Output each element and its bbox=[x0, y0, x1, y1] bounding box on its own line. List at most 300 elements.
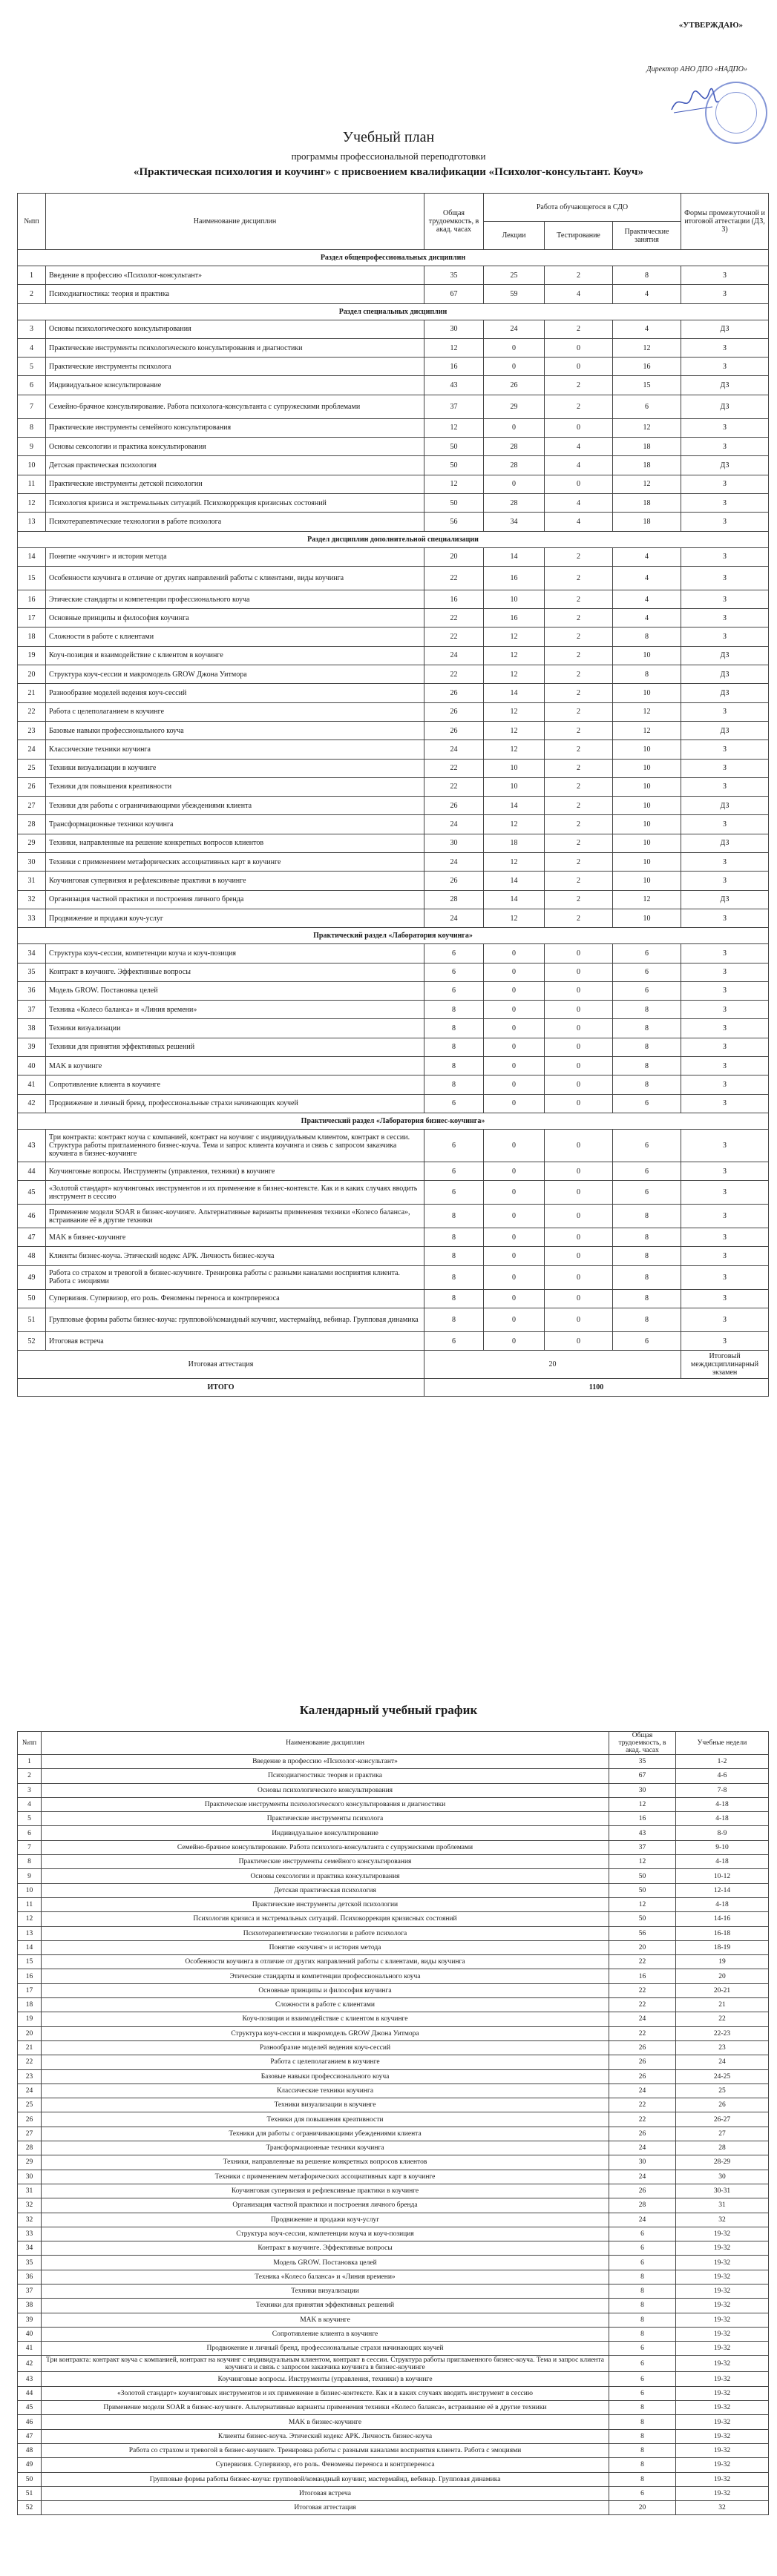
table-row bbox=[18, 2055, 769, 2069]
cell-num: 22 bbox=[18, 702, 46, 721]
cal-cell-weeks: 8-9 bbox=[676, 1826, 769, 1840]
cal-cell-num: 14 bbox=[18, 1940, 42, 1954]
table-row bbox=[18, 2342, 769, 2356]
cal-cell-weeks: 4-18 bbox=[676, 1897, 769, 1911]
cal-cell-total: 26 bbox=[609, 2069, 676, 2083]
cell-testing: 2 bbox=[545, 834, 613, 852]
cal-cell-weeks: 9-10 bbox=[676, 1840, 769, 1854]
cal-cell-weeks: 19-32 bbox=[676, 2299, 769, 2313]
cell-discipline: Организация частной практики и построения личного бренда bbox=[46, 890, 424, 909]
cal-cell-weeks: 24-25 bbox=[676, 2069, 769, 2083]
header-practice: Практические занятия bbox=[613, 222, 681, 250]
cell-form: З bbox=[681, 1247, 769, 1265]
cell-lectures: 12 bbox=[484, 665, 545, 684]
cal-cell-discipline: «Золотой стандарт» коучинговых инструментов и их применение в бизнес-контексте. Как и в каких случаях вводить инструмент в сессию bbox=[42, 2386, 609, 2400]
cell-discipline: Структура коуч-сессии, компетенции коуча и коуч-позиция bbox=[46, 944, 424, 963]
cell-lectures: 12 bbox=[484, 815, 545, 834]
table-row bbox=[18, 2241, 769, 2256]
table-row bbox=[18, 2026, 769, 2040]
cell-lectures: 18 bbox=[484, 834, 545, 852]
cell-practice: 12 bbox=[613, 702, 681, 721]
cell-form: ДЗ bbox=[681, 721, 769, 739]
table-row bbox=[18, 1897, 769, 1911]
cell-discipline: MAK в коучинге bbox=[46, 1056, 424, 1075]
cell-num: 43 bbox=[18, 1129, 46, 1162]
table-row bbox=[18, 1869, 769, 1883]
cal-cell-weeks: 19-32 bbox=[676, 2486, 769, 2500]
cal-cell-num: 33 bbox=[18, 2227, 42, 2241]
cal-cell-total: 6 bbox=[609, 2486, 676, 2500]
cell-num: 35 bbox=[18, 963, 46, 981]
table-row bbox=[18, 1797, 769, 1811]
cal-cell-discipline: Практические инструменты психологического консультирования и диагностики bbox=[42, 1797, 609, 1811]
cal-cell-discipline: Итоговая аттестация bbox=[42, 2501, 609, 2515]
cal-cell-weeks: 22-23 bbox=[676, 2026, 769, 2040]
cell-total: 30 bbox=[424, 834, 484, 852]
cell-total: 50 bbox=[424, 493, 484, 512]
cell-discipline: Разнообразие моделей ведения коуч-сессий bbox=[46, 684, 424, 702]
cal-cell-discipline: Введение в профессию «Психолог-консультант» bbox=[42, 1755, 609, 1769]
cell-discipline: Детская практическая психология bbox=[46, 456, 424, 475]
table-row bbox=[18, 815, 769, 834]
cell-num: 46 bbox=[18, 1205, 46, 1228]
cal-cell-num: 13 bbox=[18, 1926, 42, 1940]
cal-cell-discipline: Техники для работы с ограничивающими убеждениями клиента bbox=[42, 2127, 609, 2141]
cal-cell-discipline: Организация частной практики и построения личного бренда bbox=[42, 2198, 609, 2213]
cell-num: 23 bbox=[18, 721, 46, 739]
cal-cell-total: 24 bbox=[609, 2141, 676, 2155]
cell-lectures: 28 bbox=[484, 438, 545, 456]
cell-testing: 0 bbox=[545, 1075, 613, 1094]
cell-num: 36 bbox=[18, 981, 46, 1000]
table-row bbox=[18, 493, 769, 512]
cell-form: ДЗ bbox=[681, 665, 769, 684]
cell-practice: 18 bbox=[613, 456, 681, 475]
cell-testing: 2 bbox=[545, 702, 613, 721]
cell-practice: 15 bbox=[613, 376, 681, 395]
cell-form: З bbox=[681, 438, 769, 456]
cell-num: 25 bbox=[18, 759, 46, 777]
cell-testing: 2 bbox=[545, 376, 613, 395]
cal-cell-discipline: Модель GROW. Постановка целей bbox=[42, 2256, 609, 2270]
cell-form: З bbox=[681, 1265, 769, 1289]
cal-cell-num: 7 bbox=[18, 1840, 42, 1854]
cal-cell-discipline: Техники с применением метафорических ассоциативных карт в коучинге bbox=[42, 2170, 609, 2184]
cell-form: З bbox=[681, 777, 769, 796]
cal-cell-total: 12 bbox=[609, 1855, 676, 1869]
cell-lectures: 12 bbox=[484, 721, 545, 739]
program-title: «Практическая психология и коучинг» с присвоением квалификации «Психолог-консультант. Коуч» bbox=[133, 166, 643, 178]
cal-cell-num: 46 bbox=[18, 2415, 42, 2429]
cell-discipline: Техники для работы с ограничивающими убеждениями клиента bbox=[46, 797, 424, 815]
cell-form: З bbox=[681, 1308, 769, 1332]
cal-cell-num: 37 bbox=[18, 2284, 42, 2298]
cell-lectures: 59 bbox=[484, 285, 545, 303]
table-row bbox=[18, 2372, 769, 2386]
table-row bbox=[18, 759, 769, 777]
cal-cell-weeks: 4-6 bbox=[676, 1769, 769, 1783]
cell-num: 19 bbox=[18, 646, 46, 665]
cal-cell-num: 21 bbox=[18, 2040, 42, 2055]
cell-lectures: 0 bbox=[484, 1228, 545, 1247]
cal-cell-num: 40 bbox=[18, 2327, 42, 2341]
cell-discipline: Техники визуализации в коучинге bbox=[46, 759, 424, 777]
table-row bbox=[18, 1983, 769, 1997]
cell-discipline: Базовые навыки профессионального коуча bbox=[46, 721, 424, 739]
cell-practice: 18 bbox=[613, 513, 681, 531]
cal-cell-total: 8 bbox=[609, 2401, 676, 2415]
cal-cell-weeks: 24 bbox=[676, 2055, 769, 2069]
cell-total: 35 bbox=[424, 266, 484, 285]
cal-cell-num: 2 bbox=[18, 1769, 42, 1783]
cell-num: 38 bbox=[18, 1019, 46, 1038]
header-total: Общая трудоемкость, в акад. часах bbox=[424, 194, 484, 250]
cell-num: 51 bbox=[18, 1308, 46, 1332]
cell-num: 28 bbox=[18, 815, 46, 834]
cell-discipline: Клиенты бизнес-коуча. Этический кодекс АРК. Личность бизнес-коуча bbox=[46, 1247, 424, 1265]
table-row bbox=[18, 1826, 769, 1840]
cell-discipline: Практические инструменты детской психологии bbox=[46, 475, 424, 493]
cell-num: 34 bbox=[18, 944, 46, 963]
cal-cell-total: 22 bbox=[609, 2112, 676, 2127]
cell-num: 3 bbox=[18, 320, 46, 338]
cell-practice: 8 bbox=[613, 627, 681, 646]
cal-cell-weeks: 1-2 bbox=[676, 1755, 769, 1769]
cal-cell-discipline: Основные принципы и философия коучинга bbox=[42, 1983, 609, 1997]
cal-cell-total: 8 bbox=[609, 2458, 676, 2472]
cal-cell-num: 32 bbox=[18, 2213, 42, 2227]
cal-cell-weeks: 19 bbox=[676, 1955, 769, 1969]
cell-practice: 4 bbox=[613, 590, 681, 608]
cell-form: ДЗ bbox=[681, 320, 769, 338]
cell-form: З bbox=[681, 1019, 769, 1038]
table-row bbox=[18, 702, 769, 721]
cell-total: 6 bbox=[424, 1181, 484, 1205]
cal-cell-weeks: 19-32 bbox=[676, 2401, 769, 2415]
cell-num: 39 bbox=[18, 1038, 46, 1056]
cell-testing: 0 bbox=[545, 1056, 613, 1075]
cal-cell-weeks: 19-32 bbox=[676, 2227, 769, 2241]
cal-cell-num: 38 bbox=[18, 2299, 42, 2313]
cal-cell-discipline: Основы сексологии и практика консультирования bbox=[42, 1869, 609, 1883]
cal-cell-discipline: Групповые формы работы бизнес-коуча: групповой/командный коучинг, мастермайнд, вебинар. Групповая динамика bbox=[42, 2472, 609, 2486]
cell-lectures: 12 bbox=[484, 853, 545, 872]
cell-discipline: Супервизия. Супервизор, его роль. Феномены переноса и контрпереноса bbox=[46, 1289, 424, 1308]
cell-discipline: Классические техники коучинга bbox=[46, 740, 424, 759]
cal-cell-discipline: Техники для повышения креативности bbox=[42, 2112, 609, 2127]
cal-cell-total: 35 bbox=[609, 1755, 676, 1769]
cal-cell-num: 27 bbox=[18, 2127, 42, 2141]
cell-discipline: Работа со страхом и тревогой в бизнес-коучинге. Тренировка работы с разными каналами восприятия клиента. Работа с эмоциями bbox=[46, 1265, 424, 1289]
cell-practice: 10 bbox=[613, 684, 681, 702]
cal-cell-discipline: Три контракта: контракт коуча с компанией, контракт на коучинг с индивидуальным клиентом, контракт в сессии. Структура работы пригламенного бизнес-коуча. Тема и запрос клиента коучинга и связь с запросом заказчика коучинга в бизнес-коучинге bbox=[42, 2356, 609, 2372]
cal-cell-num: 47 bbox=[18, 2429, 42, 2443]
cell-total: 30 bbox=[424, 320, 484, 338]
cell-practice: 6 bbox=[613, 944, 681, 963]
cell-form: З bbox=[681, 909, 769, 927]
cell-discipline: Коуч-позиция и взаимодействие с клиентом в коучинге bbox=[46, 646, 424, 665]
table-row bbox=[18, 566, 769, 590]
calendar-table bbox=[17, 1731, 769, 2515]
table-row bbox=[18, 376, 769, 395]
cell-form: ДЗ bbox=[681, 834, 769, 852]
cell-total: 8 bbox=[424, 1019, 484, 1038]
table-row bbox=[18, 2227, 769, 2241]
cell-testing: 0 bbox=[545, 981, 613, 1000]
cell-form: З bbox=[681, 1001, 769, 1019]
cal-cell-num: 12 bbox=[18, 1912, 42, 1926]
section-row bbox=[18, 250, 769, 266]
cell-testing: 0 bbox=[545, 358, 613, 376]
cell-num: 44 bbox=[18, 1162, 46, 1180]
cell-total: 26 bbox=[424, 702, 484, 721]
table-row bbox=[18, 1038, 769, 1056]
cal-cell-total: 8 bbox=[609, 2299, 676, 2313]
cell-total: 6 bbox=[424, 1332, 484, 1351]
table-row bbox=[18, 2313, 769, 2327]
cell-practice: 18 bbox=[613, 493, 681, 512]
cal-cell-total: 6 bbox=[609, 2241, 676, 2256]
cell-form: З bbox=[681, 1129, 769, 1162]
cell-lectures: 0 bbox=[484, 981, 545, 1000]
cal-cell-total: 67 bbox=[609, 1769, 676, 1783]
table-row bbox=[18, 1001, 769, 1019]
cell-discipline: Сложности в работе с клиентами bbox=[46, 627, 424, 646]
cal-cell-total: 8 bbox=[609, 2284, 676, 2298]
cell-form: ДЗ bbox=[681, 890, 769, 909]
cell-testing: 2 bbox=[545, 646, 613, 665]
cal-cell-weeks: 23 bbox=[676, 2040, 769, 2055]
cal-cell-discipline: Применение модели SOAR в бизнес-коучинге. Альтернативные варианты применения техники «Колесо баланса», встраивание её в другие техники bbox=[42, 2401, 609, 2415]
cal-cell-num: 34 bbox=[18, 2241, 42, 2256]
cal-cell-num: 24 bbox=[18, 2083, 42, 2098]
cell-lectures: 12 bbox=[484, 627, 545, 646]
table-row bbox=[18, 890, 769, 909]
cell-num: 31 bbox=[18, 872, 46, 890]
cell-total: 37 bbox=[424, 395, 484, 418]
table-row bbox=[18, 2327, 769, 2341]
cell-practice: 10 bbox=[613, 740, 681, 759]
cell-discipline: Техника «Колесо баланса» и «Линия времени» bbox=[46, 1001, 424, 1019]
cell-discipline: Техники с применением метафорических ассоциативных карт в коучинге bbox=[46, 853, 424, 872]
cell-lectures: 14 bbox=[484, 547, 545, 566]
cal-cell-discipline: Продвижение и личный бренд, профессиональные страхи начинающих коучей bbox=[42, 2342, 609, 2356]
cell-form: ДЗ bbox=[681, 456, 769, 475]
table-row bbox=[18, 1812, 769, 1826]
table-row bbox=[18, 1205, 769, 1228]
cell-testing: 2 bbox=[545, 609, 613, 627]
cell-discipline: Практические инструменты психологического консультирования и диагностики bbox=[46, 338, 424, 357]
cal-cell-total: 12 bbox=[609, 1897, 676, 1911]
cell-num: 1 bbox=[18, 266, 46, 285]
cal-cell-discipline: Работа со страхом и тревогой в бизнес-коучинге. Тренировка работы с разными каналами восприятия клиента. Работа с эмоциями bbox=[42, 2443, 609, 2457]
cell-total: 43 bbox=[424, 376, 484, 395]
cal-cell-weeks: 22 bbox=[676, 2012, 769, 2026]
cell-practice: 10 bbox=[613, 834, 681, 852]
cell-num: 49 bbox=[18, 1265, 46, 1289]
cal-cell-total: 16 bbox=[609, 1812, 676, 1826]
cell-total: 24 bbox=[424, 815, 484, 834]
cell-discipline: Понятие «коучинг» и история метода bbox=[46, 547, 424, 566]
cell-discipline: Основы сексологии и практика консультирования bbox=[46, 438, 424, 456]
cell-total: 8 bbox=[424, 1289, 484, 1308]
cell-practice: 8 bbox=[613, 1247, 681, 1265]
table-row bbox=[18, 777, 769, 796]
document-title: Учебный план bbox=[342, 129, 435, 145]
cell-form: З bbox=[681, 1075, 769, 1094]
cal-cell-discipline: Супервизия. Супервизор, его роль. Феномены переноса и контрпереноса bbox=[42, 2458, 609, 2472]
cell-lectures: 0 bbox=[484, 1332, 545, 1351]
cell-discipline: Практические инструменты семейного консультирования bbox=[46, 418, 424, 437]
cal-cell-total: 6 bbox=[609, 2256, 676, 2270]
table-row bbox=[18, 1840, 769, 1854]
cell-practice: 12 bbox=[613, 418, 681, 437]
table-row bbox=[18, 285, 769, 303]
table-row bbox=[18, 2141, 769, 2155]
cell-testing: 0 bbox=[545, 1162, 613, 1180]
header-testing: Тестирование bbox=[545, 222, 613, 250]
cal-cell-weeks: 26-27 bbox=[676, 2112, 769, 2127]
cal-cell-num: 45 bbox=[18, 2401, 42, 2415]
cell-total: 26 bbox=[424, 797, 484, 815]
cell-testing: 2 bbox=[545, 547, 613, 566]
cell-discipline: Психотерапевтические технологии в работе психолога bbox=[46, 513, 424, 531]
cell-lectures: 12 bbox=[484, 702, 545, 721]
cell-testing: 2 bbox=[545, 395, 613, 418]
cell-practice: 6 bbox=[613, 1129, 681, 1162]
table-row bbox=[18, 2184, 769, 2198]
cal-cell-total: 22 bbox=[609, 1983, 676, 1997]
cal-header-total: Общая трудоемкость, в акад. часах bbox=[609, 1732, 676, 1755]
cell-practice: 6 bbox=[613, 395, 681, 418]
cell-form: З bbox=[681, 566, 769, 590]
section-title: Практический раздел «Лаборатория бизнес-коучинга» bbox=[18, 1113, 769, 1129]
table-row bbox=[18, 1094, 769, 1113]
cal-cell-num: 4 bbox=[18, 1797, 42, 1811]
cell-lectures: 14 bbox=[484, 890, 545, 909]
cell-practice: 12 bbox=[613, 721, 681, 739]
cell-lectures: 25 bbox=[484, 266, 545, 285]
cell-discipline: Техники для повышения креативности bbox=[46, 777, 424, 796]
cal-cell-total: 8 bbox=[609, 2443, 676, 2457]
cell-discipline: Практические инструменты психолога bbox=[46, 358, 424, 376]
cell-discipline: Сопротивление клиента в коучинге bbox=[46, 1075, 424, 1094]
table-row bbox=[18, 590, 769, 608]
cell-lectures: 0 bbox=[484, 1265, 545, 1289]
cell-num: 9 bbox=[18, 438, 46, 456]
cell-form: ДЗ bbox=[681, 797, 769, 815]
cal-cell-total: 28 bbox=[609, 2198, 676, 2213]
cell-form: З bbox=[681, 1056, 769, 1075]
cell-testing: 0 bbox=[545, 1181, 613, 1205]
cell-lectures: 28 bbox=[484, 456, 545, 475]
cell-total: 16 bbox=[424, 358, 484, 376]
cell-num: 6 bbox=[18, 376, 46, 395]
cal-cell-weeks: 19-32 bbox=[676, 2270, 769, 2284]
header-sdo-group: Работа обучающегося в СДО bbox=[484, 194, 681, 222]
cal-cell-total: 6 bbox=[609, 2386, 676, 2400]
cell-testing: 2 bbox=[545, 872, 613, 890]
cell-testing: 2 bbox=[545, 627, 613, 646]
cell-num: 52 bbox=[18, 1332, 46, 1351]
cell-testing: 0 bbox=[545, 338, 613, 357]
cell-lectures: 0 bbox=[484, 1205, 545, 1228]
cell-practice: 6 bbox=[613, 963, 681, 981]
final-attestation-row bbox=[18, 1351, 769, 1379]
cell-testing: 2 bbox=[545, 853, 613, 872]
cell-total: 67 bbox=[424, 285, 484, 303]
cal-cell-weeks: 19-32 bbox=[676, 2386, 769, 2400]
cal-cell-discipline: Техники визуализации bbox=[42, 2284, 609, 2298]
table-row bbox=[18, 1912, 769, 1926]
cell-lectures: 12 bbox=[484, 909, 545, 927]
cell-testing: 0 bbox=[545, 1094, 613, 1113]
cell-form: З bbox=[681, 627, 769, 646]
cell-lectures: 28 bbox=[484, 493, 545, 512]
cell-practice: 12 bbox=[613, 890, 681, 909]
cell-num: 50 bbox=[18, 1289, 46, 1308]
cal-cell-total: 6 bbox=[609, 2342, 676, 2356]
cell-lectures: 0 bbox=[484, 1247, 545, 1265]
cell-num: 14 bbox=[18, 547, 46, 566]
cal-cell-discipline: Практические инструменты психолога bbox=[42, 1812, 609, 1826]
table-row bbox=[18, 320, 769, 338]
cell-total: 8 bbox=[424, 1308, 484, 1332]
cal-cell-num: 32 bbox=[18, 2198, 42, 2213]
cal-cell-weeks: 32 bbox=[676, 2501, 769, 2515]
cal-header-name: Наименование дисциплин bbox=[42, 1732, 609, 1755]
cell-total: 50 bbox=[424, 456, 484, 475]
cell-lectures: 0 bbox=[484, 1308, 545, 1332]
cell-testing: 0 bbox=[545, 1265, 613, 1289]
cell-total: 22 bbox=[424, 759, 484, 777]
cell-form: З bbox=[681, 1038, 769, 1056]
cell-total: 8 bbox=[424, 1038, 484, 1056]
cell-form: З bbox=[681, 493, 769, 512]
table-row bbox=[18, 2012, 769, 2026]
cell-discipline: Продвижение и личный бренд, профессиональные страхи начинающих коучей bbox=[46, 1094, 424, 1113]
table-row bbox=[18, 944, 769, 963]
header-forms: Формы промежуточной и итоговой аттестации (ДЗ, З) bbox=[681, 194, 769, 250]
cell-num: 21 bbox=[18, 684, 46, 702]
table-row bbox=[18, 2155, 769, 2170]
cal-cell-total: 56 bbox=[609, 1926, 676, 1940]
cal-cell-discipline: Трансформационные техники коучинга bbox=[42, 2141, 609, 2155]
cell-total: 6 bbox=[424, 1129, 484, 1162]
table-row bbox=[18, 1056, 769, 1075]
cell-num: 45 bbox=[18, 1181, 46, 1205]
cal-cell-discipline: Коучинговая супервизия и рефлексивные практики в коучинге bbox=[42, 2184, 609, 2198]
cell-discipline: MAK в бизнес-коучинге bbox=[46, 1228, 424, 1247]
cal-cell-num: 19 bbox=[18, 2012, 42, 2026]
cell-total: 26 bbox=[424, 721, 484, 739]
table-row bbox=[18, 1308, 769, 1332]
cell-testing: 4 bbox=[545, 493, 613, 512]
cal-cell-weeks: 19-32 bbox=[676, 2372, 769, 2386]
table-row bbox=[18, 1755, 769, 1769]
table-row bbox=[18, 266, 769, 285]
cal-cell-total: 16 bbox=[609, 1969, 676, 1983]
cal-cell-discipline: Базовые навыки профессионального коуча bbox=[42, 2069, 609, 2083]
cal-cell-total: 6 bbox=[609, 2227, 676, 2241]
cell-testing: 2 bbox=[545, 684, 613, 702]
cal-cell-discipline: Сложности в работе с клиентами bbox=[42, 1998, 609, 2012]
cell-form: З bbox=[681, 740, 769, 759]
cell-practice: 6 bbox=[613, 981, 681, 1000]
table-row bbox=[18, 834, 769, 852]
cal-cell-total: 8 bbox=[609, 2270, 676, 2284]
cal-cell-weeks: 25 bbox=[676, 2083, 769, 2098]
